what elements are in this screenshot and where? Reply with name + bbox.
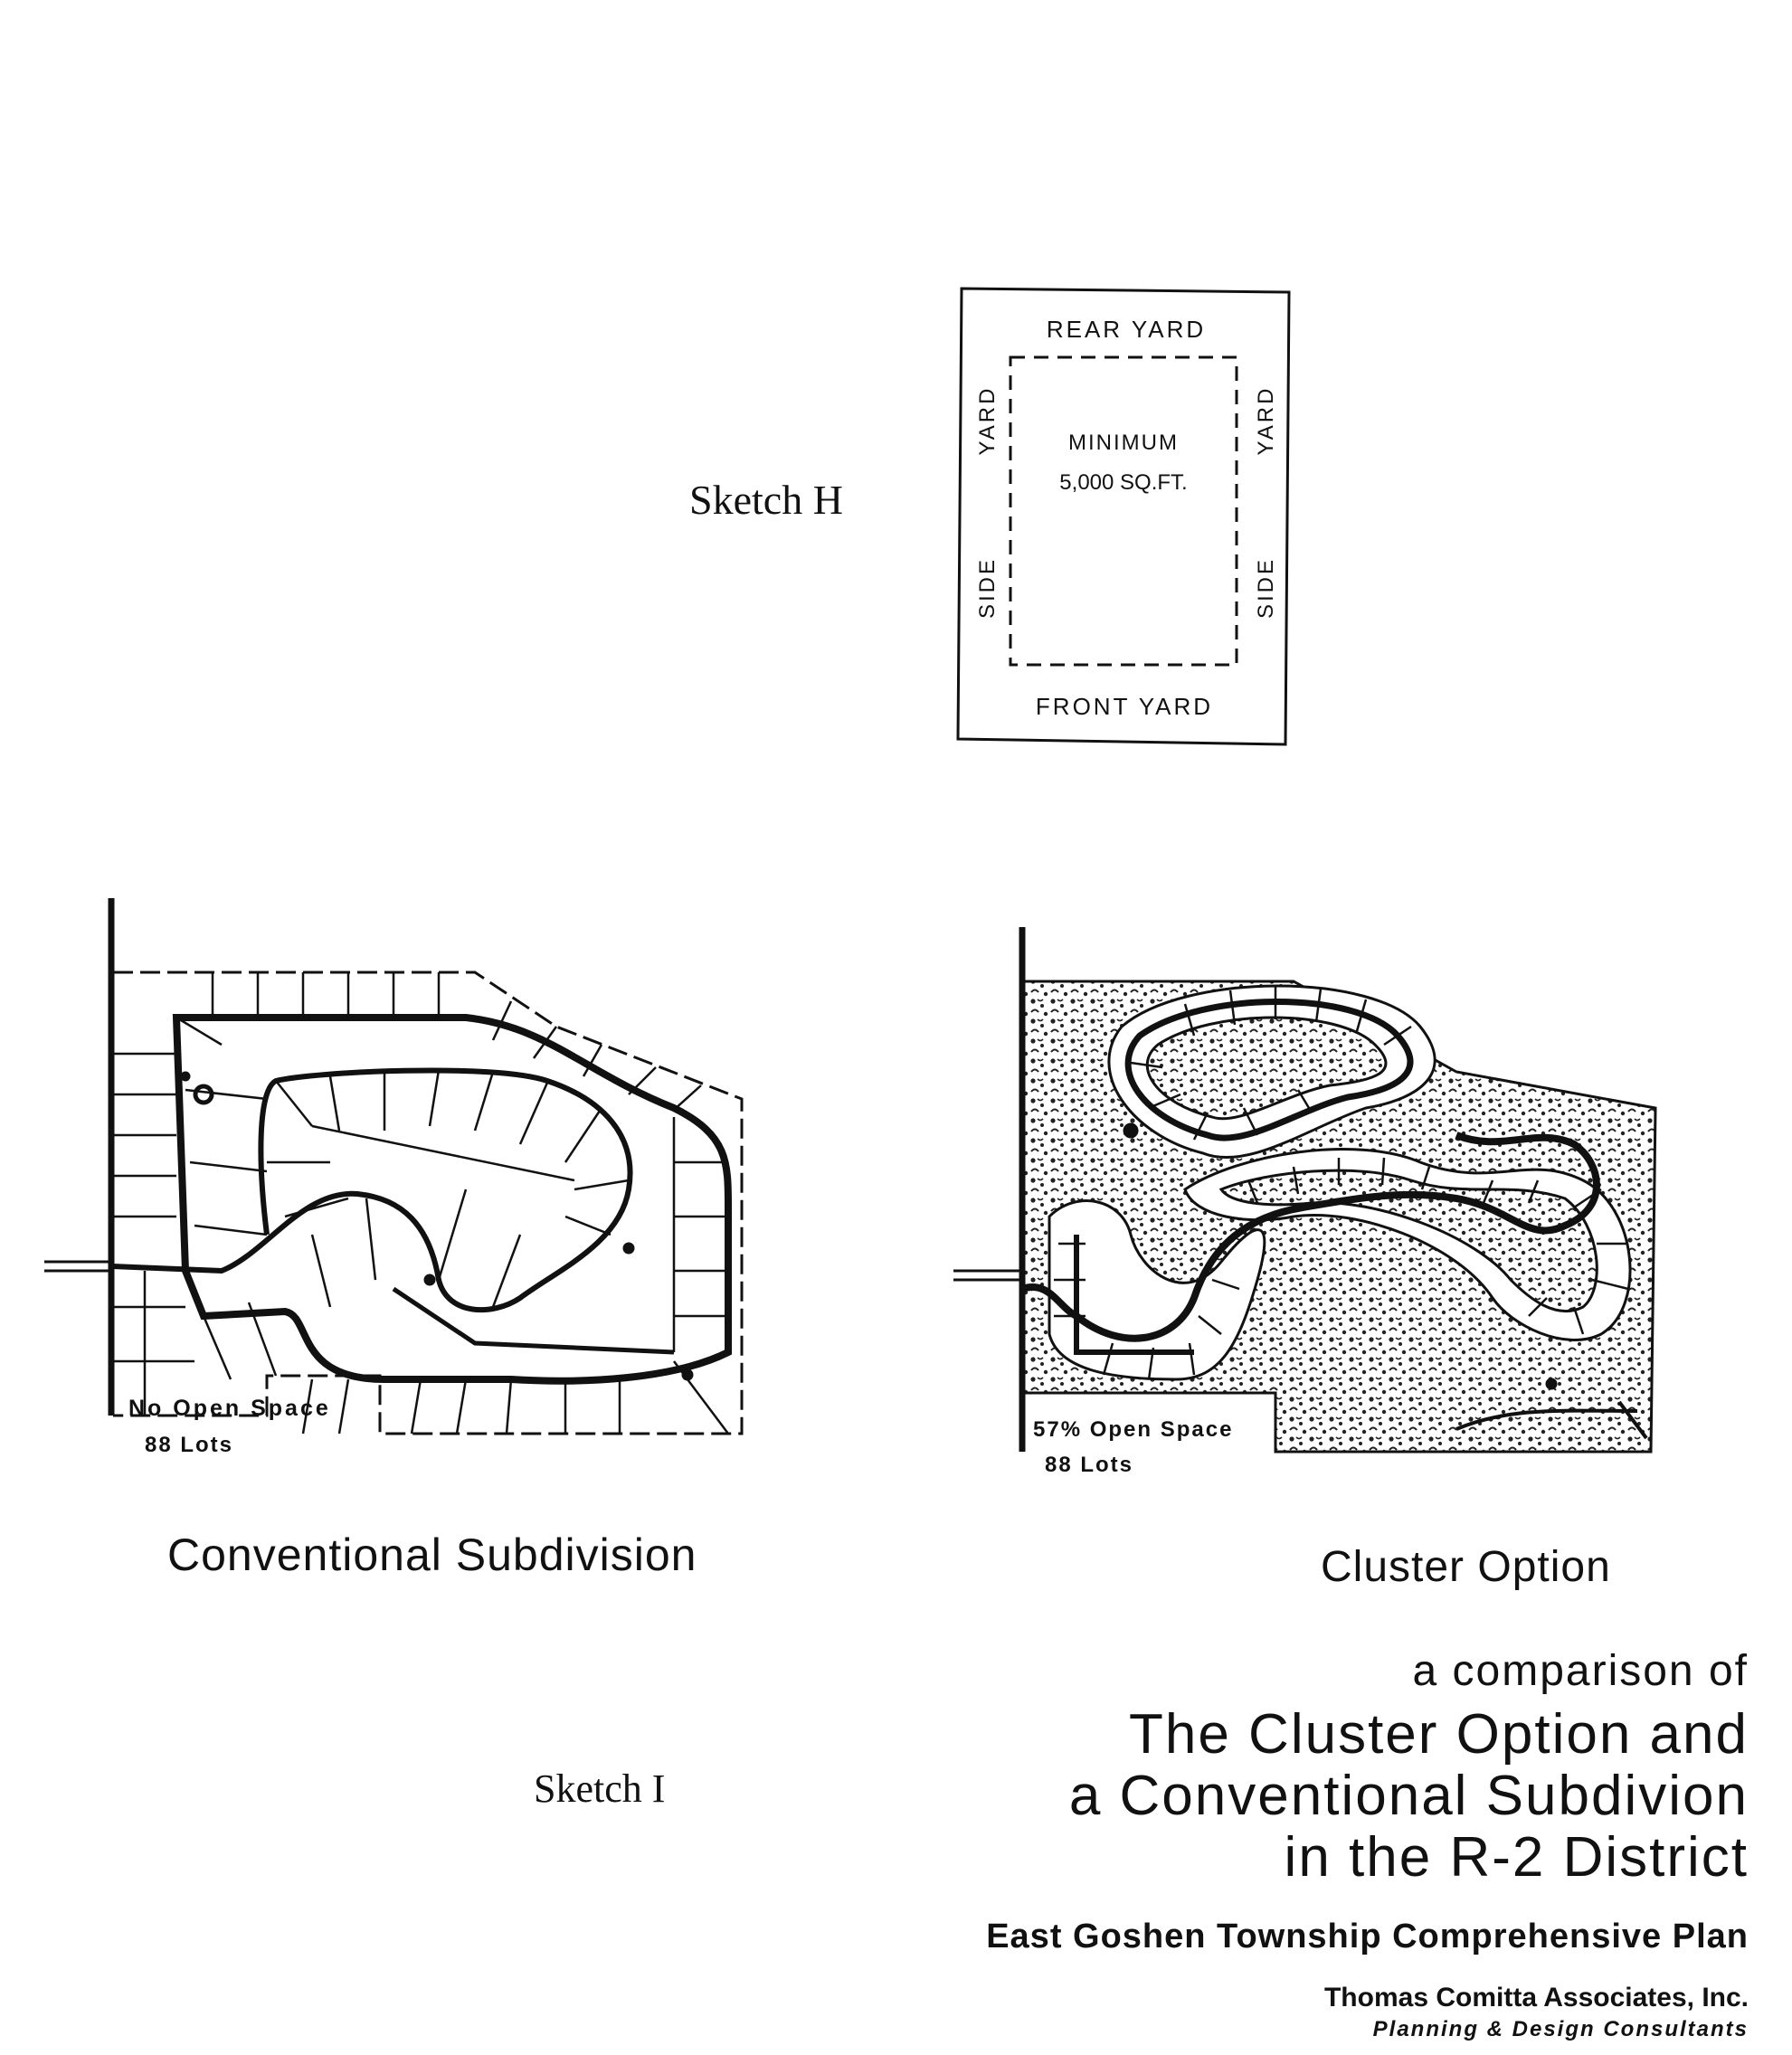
right-side-label: SIDE bbox=[1254, 556, 1278, 620]
firm-name: Thomas Comitta Associates, Inc. bbox=[1323, 1983, 1749, 2012]
right-yard-label: YARD bbox=[1254, 385, 1278, 456]
conventional-subdivision-plan bbox=[41, 891, 755, 1470]
title-line-1: The Cluster Option and bbox=[1128, 1703, 1749, 1766]
area-label: 5,000 SQ.FT. bbox=[1059, 470, 1188, 495]
conv-open-space-label: No Open Space bbox=[128, 1396, 331, 1421]
comparison-of-text: a comparison of bbox=[1412, 1647, 1749, 1695]
cluster-open-space-label: 57% Open Space bbox=[1033, 1417, 1234, 1442]
lot-diagram bbox=[954, 285, 1298, 755]
sketch-h-label: Sketch H bbox=[689, 477, 843, 523]
plan-name: East Goshen Township Comprehensive Plan bbox=[986, 1918, 1749, 1956]
building-envelope bbox=[1010, 357, 1237, 665]
cluster-option-plan bbox=[950, 918, 1664, 1479]
firm-subtitle: Planning & Design Consultants bbox=[1372, 2017, 1749, 2041]
title-line-3: in the R-2 District bbox=[1284, 1826, 1749, 1889]
conventional-caption: Conventional Subdivision bbox=[167, 1529, 697, 1580]
minimum-label: MINIMUM bbox=[1068, 431, 1179, 455]
conv-lots-label: 88 Lots bbox=[145, 1433, 234, 1457]
rear-yard-label: REAR YARD bbox=[1046, 316, 1207, 343]
cluster-caption: Cluster Option bbox=[1321, 1543, 1611, 1591]
front-yard-label: FRONT YARD bbox=[1035, 693, 1214, 720]
lot-boundary bbox=[958, 289, 1289, 744]
cluster-lots-label: 88 Lots bbox=[1045, 1453, 1134, 1477]
sketch-i-label: Sketch I bbox=[534, 1766, 666, 1811]
left-yard-label: YARD bbox=[975, 385, 1000, 456]
left-side-label: SIDE bbox=[975, 556, 1000, 620]
title-line-2: a Conventional Subdivion bbox=[1068, 1765, 1749, 1827]
